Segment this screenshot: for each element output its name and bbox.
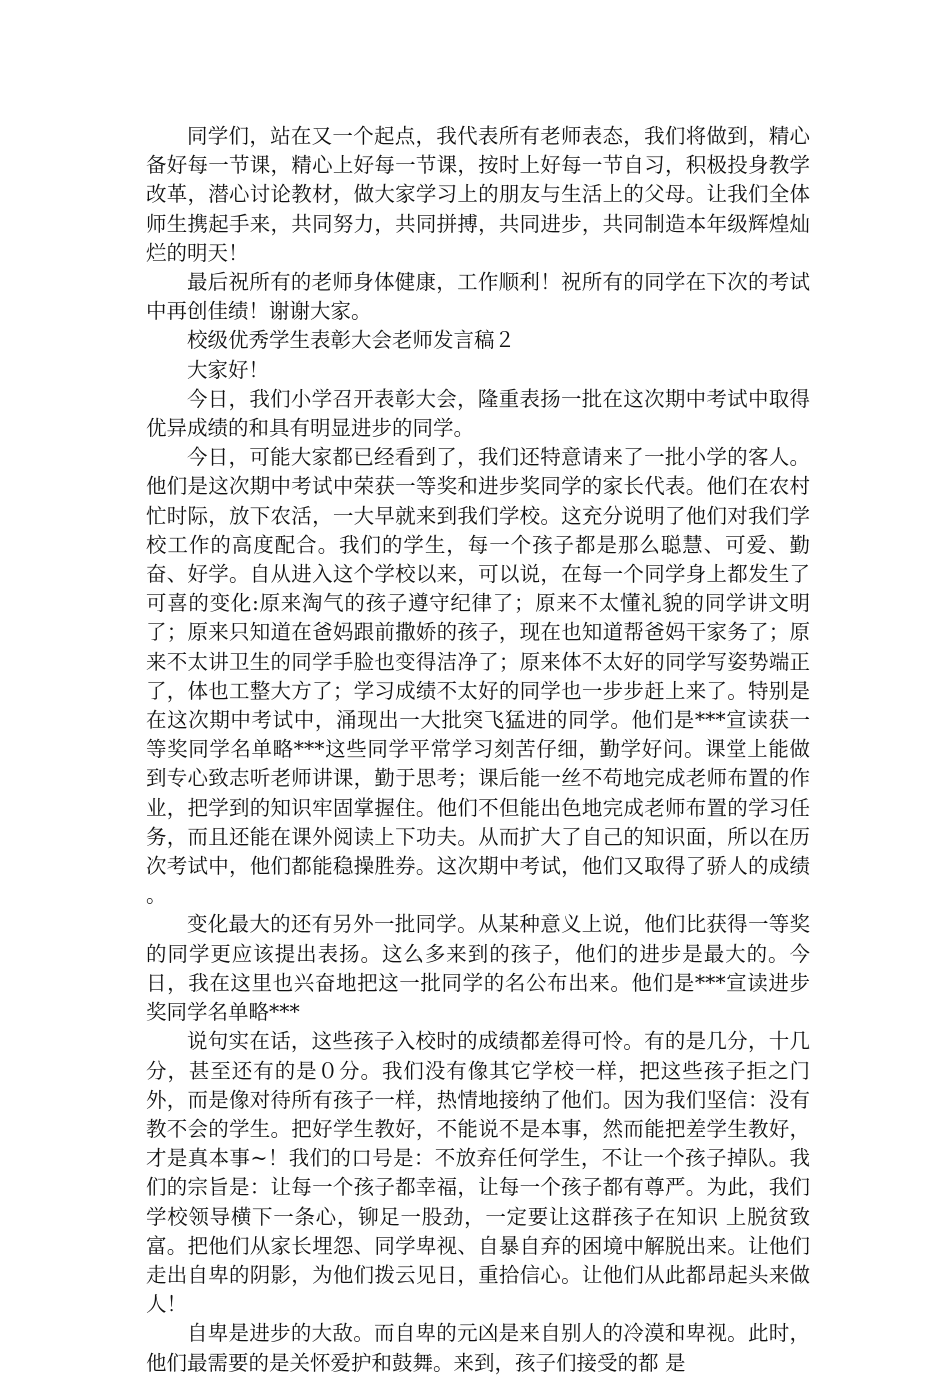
paragraph-closing-wishes: 最后祝所有的老师身体健康，工作顺利！祝所有的同学在下次的考试中再创佳绩！谢谢大家。: [146, 270, 810, 324]
paragraph-inferiority: 自卑是进步的大敌。而自卑的元凶是来自别人的冷漠和卑视。此时，他们最需要的是关怀爱护和鼓舞。来到，孩子们接受的都 是: [146, 1321, 810, 1375]
paragraph-parents-and-winners: 今日，可能大家都已经看到了，我们还特意请来了一批小学的客人。他们是这次期中考试中荣获一等奖和进步奖同学的家长代表。他们在农村忙时际，放下农活，一大早就来到我们学校。这充分说明了他们对我们学校工作的高度配合。我们的学生，每一个孩子都是那么聪慧、可爱、勤奋、好学。自从进入这个学校以来，可以说，在每一个同学身上都发生了可喜的变化:原来淘气的孩子遵守纪律了；原来不太懂礼貌的同学讲文明了；原来只知道在爸妈跟前撒娇的孩子，现在也知道帮爸妈干家务了；原来不太讲卫生的同学手脸也变得洁净了；原来体不太好的同学写姿势端正了，体也工整大方了；学习成绩不太好的同学也一步步赶上来了。特别是在这次期中考试中，涌现出一大批突飞猛进的同学。他们是***宣读获一等奖同学名单略***这些同学平常学习刻苦仔细，勤学好问。课堂上能做到专心致志听老师讲课，勤于思考；课后能一丝不苟地完成老师布置的作业，把学到的知识牢固掌握住。他们不但能出色地完成老师布置的学习任务，而且还能在课外阅读上下功夫。从而扩大了自己的知识面，所以在历次考试中，他们都能稳操胜券。这次期中考试，他们又取得了骄人的成绩 。: [146, 445, 810, 908]
document-body: [146, 122, 810, 1378]
paragraph-meeting-intro: 今日，我们小学召开表彰大会，隆重表扬一批在这次期中考试中取得优异成绩的和具有明显进步的同学。: [146, 386, 810, 441]
paragraph-greeting: 大家好！: [187, 357, 269, 382]
speech-title: 校级优秀学生表彰大会老师发言稿２: [187, 328, 515, 353]
paragraph-pledge: 同学们，站在又一个起点，我代表所有老师表态，我们将做到，精心备好每一节课，精心上好每一节课，按时上好每一节自习，积极投身教学改革，潜心讨论教材，做大家学习上的朋友与生活上的父母。让我们全体师生携起手来，共同努力，共同拼搏，共同进步，共同制造本年级辉煌灿烂的明天！: [146, 124, 810, 265]
paragraph-school-philosophy: 说句实在话，这些孩子入校时的成绩都差得可怜。有的是几分，十几分，甚至还有的是０分。我们没有像其它学校一样，把这些孩子拒之门外，而是像对待所有孩子一样，热情地接纳了他们。因为我们坚信：没有教不会的学生。把好学生教好，不能说不是本事，然而能把差学生教好，才是真本事~！我们的口号是：不放弃任何学生，不让一个孩子掉队。我们的宗旨是：让每一个孩子都幸福，让每一个孩子都有尊严。为此，我们学校领导横下一条心，铆足一股劲，一定要让这群孩子在知识 上脱贫致富。把他们从家长埋怨、同学卑视、自暴自弃的困境中解脱出来。让他们走出自卑的阴影，为他们拨云见日，重拾信心。让他们从此都昂起头来做人！: [146, 1029, 810, 1317]
paragraph-progress-students: 变化最大的还有另外一批同学。从某种意义上说，他们比获得一等奖的同学更应该提出表扬。这么多来到的孩子，他们的进步是最大的。今日，我在这里也兴奋地把这一批同学的名公布出来。他们是***宣读进步奖同学名单略***: [146, 912, 810, 1025]
